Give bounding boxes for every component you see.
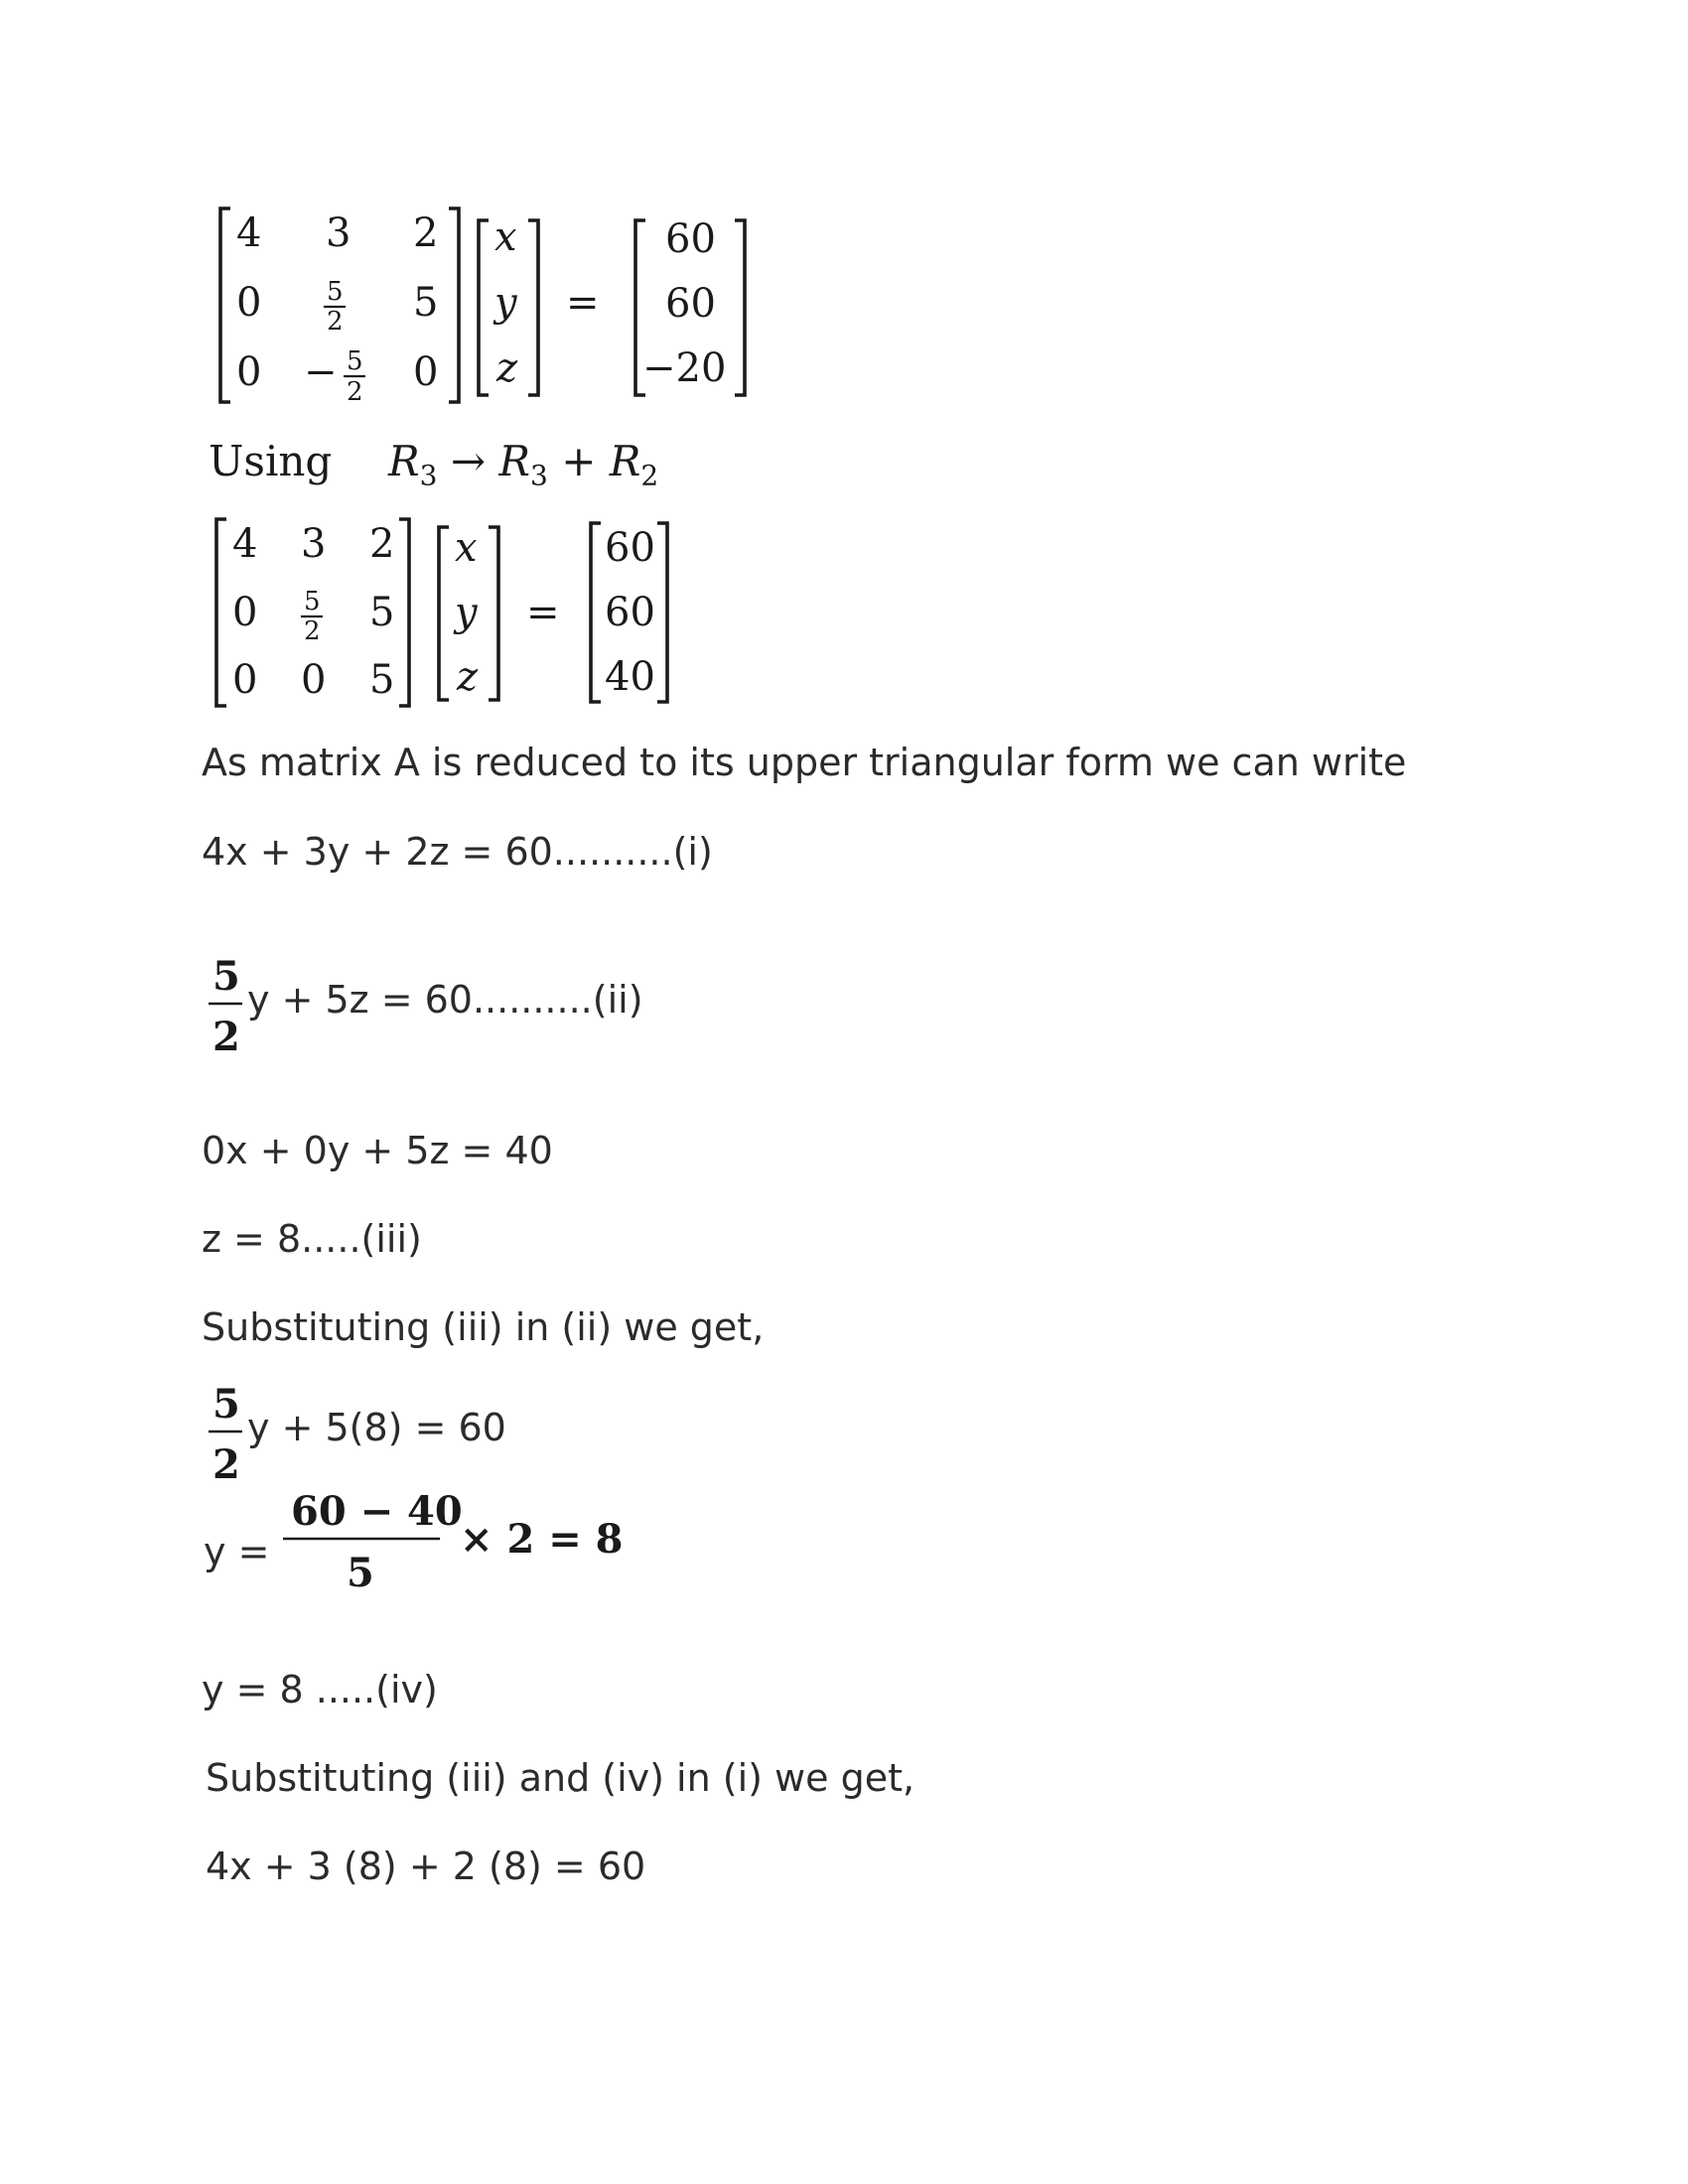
matrix-a-left-bracket <box>216 519 226 706</box>
matrix-a-cell: 5 <box>369 590 395 635</box>
operation-word: Using <box>209 437 333 485</box>
matrix-a-cell: 5 <box>413 280 439 326</box>
matrix-x-cell: z <box>496 345 518 391</box>
row-symbol: R <box>388 437 420 485</box>
matrix-a-cell: 2 <box>369 521 395 567</box>
matrix-b-cell: 60 <box>605 590 655 635</box>
matrix-b-cell: 40 <box>605 654 655 700</box>
row-operation: Using $R_3 \to R_3 + R_2$ <box>209 437 659 492</box>
svg-text:5: 5 <box>327 277 344 307</box>
svg-text:5: 5 <box>212 1381 240 1428</box>
matrix-b-cell: 60 <box>605 525 655 571</box>
matrix-a-left-bracket <box>220 208 230 402</box>
matrix-b-cell: −20 <box>642 345 727 391</box>
matrix-a-cell: 0 <box>236 280 262 326</box>
matrix-x-cell: z <box>457 654 479 700</box>
matrix-x-cell: x <box>494 214 517 260</box>
matrix-a-cell: 3 <box>326 210 352 256</box>
matrix-x-left-bracket <box>439 527 449 700</box>
matrix-a-cell: 4 <box>232 521 258 567</box>
matrix-a-cell: 0 <box>236 349 262 395</box>
substitution-text-1: Substituting (iii) in (ii) we get, <box>202 1305 765 1349</box>
fraction-five-halves <box>324 277 346 337</box>
matrix-equation-2 <box>199 511 695 715</box>
fraction-five-halves <box>202 1376 251 1490</box>
fraction-five-halves <box>202 948 251 1062</box>
equation-final: 4x + 3 (8) + 2 (8) = 60 <box>206 1844 646 1888</box>
matrix-x-cell: y <box>455 590 478 635</box>
equation-y-solve <box>202 1481 658 1600</box>
equation-ii-rest: y + 5z = 60..........(ii) <box>247 978 643 1022</box>
matrix-a-cell: 2 <box>413 210 439 256</box>
row-symbol: R <box>498 437 531 485</box>
arrow-symbol: → <box>450 437 487 485</box>
substitution-text-2: Substituting (iii) and (iv) in (i) we get, <box>206 1756 915 1800</box>
equation-row3: 0x + 0y + 5z = 40 <box>202 1129 553 1172</box>
matrix-a-cell: 5 <box>369 657 395 703</box>
svg-text:5: 5 <box>304 587 321 616</box>
matrix-b-cell: 60 <box>665 216 716 262</box>
fraction-minus-five-halves <box>304 346 365 407</box>
matrix-a-cell: 0 <box>232 590 258 635</box>
matrix-x-cell: y <box>494 280 517 326</box>
matrix-x-right-bracket <box>528 220 538 395</box>
matrix-a-cell: 0 <box>232 657 258 703</box>
row-symbol: R <box>609 437 641 485</box>
svg-text:2: 2 <box>347 377 363 407</box>
matrix-a-cell: 0 <box>301 657 327 703</box>
matrix-x-left-bracket <box>479 220 489 395</box>
fraction-five-halves <box>301 587 323 646</box>
matrix-x-right-bracket <box>489 527 498 700</box>
matrix-b-right-bracket <box>657 523 667 702</box>
equation-y-lhs: y = <box>204 1530 270 1573</box>
matrix-x-cell: x <box>455 525 478 571</box>
svg-text:2: 2 <box>304 616 321 646</box>
fraction-expression <box>279 1481 656 1600</box>
fraction-numerator: 60 − 40 <box>291 1488 463 1535</box>
fraction-denominator: 5 <box>347 1550 374 1596</box>
equals-sign: = <box>566 280 600 326</box>
svg-text:5: 5 <box>347 346 363 376</box>
matrix-a-right-bracket <box>449 208 459 402</box>
intro-text: As matrix A is reduced to its upper triangular form we can write <box>202 741 1407 784</box>
matrix-b-right-bracket <box>735 220 745 395</box>
svg-text:−: − <box>304 349 338 395</box>
equation-iii: z = 8.....(iii) <box>202 1217 422 1261</box>
svg-text:2: 2 <box>327 307 344 337</box>
matrix-a-cell: 4 <box>236 210 262 256</box>
matrix-a-cell: 3 <box>301 521 327 567</box>
svg-text:5: 5 <box>212 953 240 1000</box>
equation-substituted-rest: y + 5(8) = 60 <box>247 1406 506 1449</box>
plus-symbol: + <box>561 437 597 485</box>
equation-iv: y = 8 .....(iv) <box>202 1668 438 1711</box>
equation-i: 4x + 3y + 2z = 60..........(i) <box>202 830 713 874</box>
matrix-b-cell: 60 <box>665 281 716 327</box>
matrix-b-left-bracket <box>591 523 601 702</box>
svg-text:2: 2 <box>212 1441 240 1488</box>
matrix-equation-1 <box>199 199 774 412</box>
multiplier-result: × 2 = 8 <box>460 1516 624 1563</box>
svg-text:2: 2 <box>212 1014 240 1060</box>
equals-sign: = <box>526 590 560 635</box>
matrix-a-cell: 0 <box>413 349 439 395</box>
matrix-a-right-bracket <box>399 519 409 706</box>
